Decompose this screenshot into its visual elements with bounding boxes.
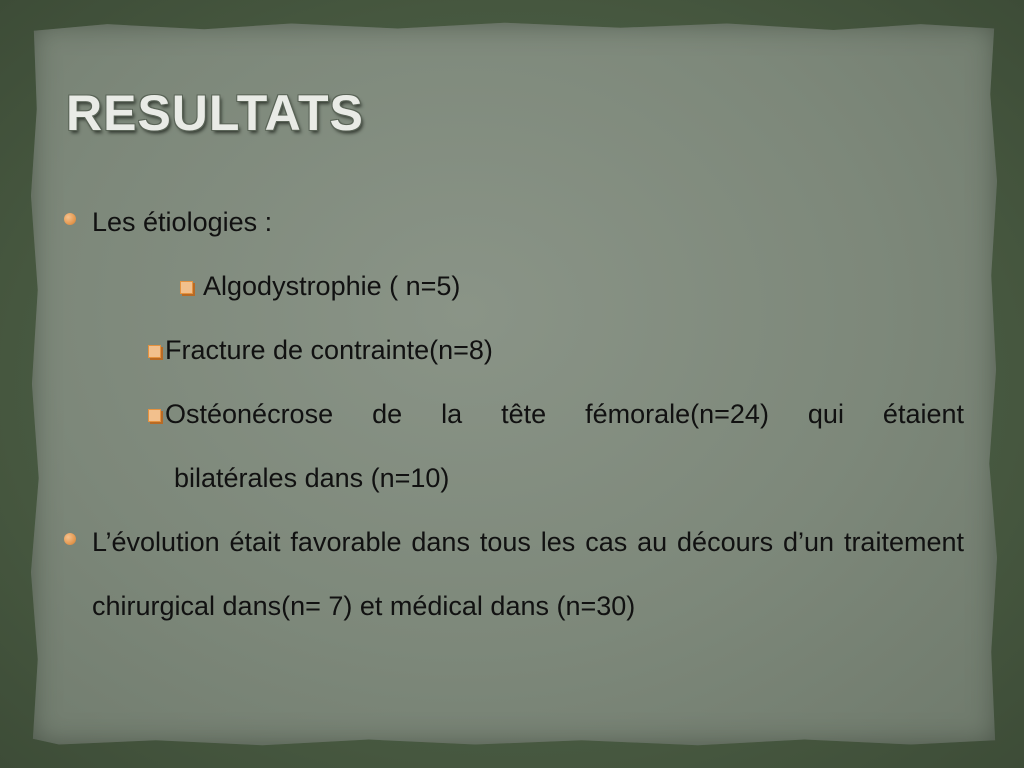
- sub-bullet-item: [180, 254, 964, 318]
- bullet-text: Les étiologies :: [92, 207, 273, 237]
- sub-bullet-text: Algodystrophie ( n=5): [197, 271, 461, 301]
- bullet-dot-icon: [64, 213, 76, 225]
- checkbox-bullet-icon: [148, 409, 161, 422]
- sub-bullet-item: [148, 382, 964, 446]
- sub-bullet-text: Ostéonécrose de la tête fémorale(n=24) qui étaient: [165, 399, 964, 429]
- sub-bullet-continuation-text: bilatérales dans (n=10): [174, 463, 450, 493]
- checkbox-bullet-icon: [180, 281, 193, 294]
- bullet-item: [62, 190, 964, 254]
- bullet-text: L’évolution était favorable dans tous les cas au décours d’un traitement chirurgical dans(n= 7) et médical dans (n=30): [92, 527, 964, 621]
- slide-body: [62, 190, 964, 638]
- slide-title: RESULTATS: [66, 85, 364, 141]
- checkbox-bullet-icon: [148, 345, 161, 358]
- bullet-item: [62, 510, 964, 638]
- bullet-dot-icon: [64, 533, 76, 545]
- sub-bullet-item: [148, 318, 964, 382]
- sub-bullet-continuation: [174, 446, 964, 510]
- sub-bullet-text: Fracture de contrainte(n=8): [165, 335, 493, 365]
